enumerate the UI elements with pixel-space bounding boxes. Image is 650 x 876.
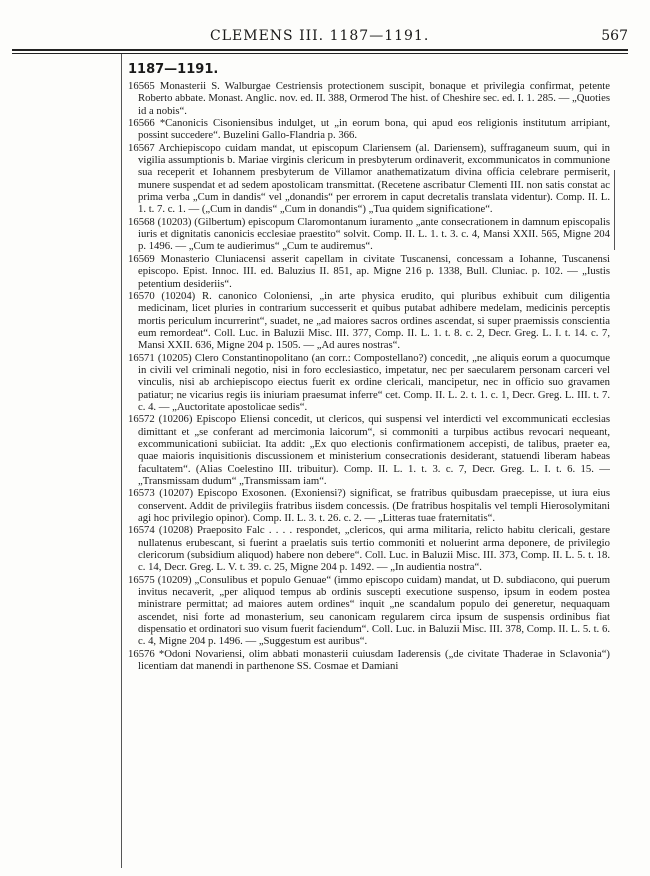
- entry-text: Monasterio Cluniacensi asserit capellam in civitate Tuscanensi, concessam a Iohanne, Tuscanensi episcopo. Epist. Innoc. III. ed. Baluzius II. 851, ap. Migne 216 p. 1338, Bull. Cluniac. p. 102. — „Iustis petentium desideriis“.: [138, 252, 611, 290]
- entry-number: 16576: [128, 647, 155, 660]
- page-number: 567: [601, 28, 628, 44]
- entry-number: 16565: [128, 80, 155, 92]
- header-rule-thin: [12, 53, 628, 54]
- entry-text: Episcopo Eliensi concedit, ut clericos, qui suspensi vel interdicti vel excommunicati ecclesias dimittant et „se conferant ad mercimonia laicorum“, si commoniti a turpibus actibus revocari nequeant, excommunicationi subiiciat. Ita addit: „Ex quo electionis confirmationem accepisti, de talibus, praeter ea, quae maioris inquisitionis discussionem et ministerium consecrationis desiderant, statuendi liberam habeas facultatem“. (Alias Coelestino III. tribuitur). Comp. II. L. 1. t. 3. c. 7, Decr. Greg. L. I. t. 6. 15. — „Transmissam dudum“ „Transmissam iam“.: [138, 413, 610, 487]
- register-entry: [128, 413, 610, 487]
- entry-number: 16572 (10206): [128, 413, 193, 426]
- year-heading: 1187—1191.: [128, 62, 219, 77]
- register-entry: [128, 253, 610, 290]
- entry-text: Archiepiscopo cuidam mandat, ut episcopum Clariensem (al. Dariensem), suffraganeum suum, qui in vigilia assumptionis b. Mariae virginis clericum in presbyterum ordinaverit, excommunicatos in communione sua receperit et Iohannem presbyterum de Villamor anathematizatum divina officia celebrare permiserit, munere suspendat et ad sedem apostolicam transmittat. (Recetene ascribatur Clementi III. non satis constat ac prima verba „Cum in dandis“ vel „donandis“ per errorem in caput decretalis translata videntur). Comp. II. L. 1. t. 7. c. 1. — („Cum in dandis“ „Cum in donandis“) „Tua quidem significatione“.: [138, 141, 610, 216]
- entry-text: R. canonico Coloniensi, „in arte physica erudito, qui pluribus exhibuit cum diligentia medicinam, licet pluries in contrarium successerit et quibus putabat adhibere medelam, medicinis perceptis mortis periculum incurrerint“, suadet, ne „ad maiores sacros ordines ascendat, si super praemissis conscientia eum remordeat“. Coll. Luc. in Baluzii Misc. III. 377, Comp. II. L. 1. t. 8. c. 2, Decr. Greg. L. I. t. 14. c. 7, Mansi XXII. 636, Migne 204 p. 1505. — „Ad aures nostras“.: [138, 289, 610, 352]
- register-entry: [128, 524, 610, 573]
- register-text: [128, 62, 610, 673]
- entry-text: (Gilbertum) episcopum Claromontanum iuramento „ante consecrationem in damnum episcopalis iuris et dignitatis canonicis ecclesiae praestito“ solvit. Comp. II. L. 1. t. 3. c. 4, Mansi XXII. 565, Migne 204 p. 1496. — „Cum te audierimus“ „Cum te audiremus“.: [138, 215, 611, 253]
- entry-list: [128, 80, 610, 673]
- register-entry: [128, 142, 610, 216]
- entry-text: *Canonicis Cisoniensibus indulget, ut „in eorum bona, qui apud eos religionis institutum arripiant, possint succedere“. Buzelini Gallo-Flandria p. 366.: [138, 117, 611, 142]
- register-entry: [128, 216, 610, 253]
- entry-text: *Odoni Novariensi, olim abbati monasterii cuiusdam Iaderensis („de civitate Thaderae in Sclavonia“) licentiam dat manendi in parthenone SS. Cosmae et Damiani: [138, 647, 610, 673]
- running-header: [12, 28, 628, 46]
- register-entry: [128, 648, 610, 673]
- entry-text: Praeposito Falc . . . . respondet, „clericos, qui arma militaria, relicto habitu clericali, gestare nullatenus erubescant, si fuerint a praelatis suis tertio commoniti et noluerint arma deponere, de privilegio clericorum (subsidium aliquod) habere non debere“. Coll. Luc. in Baluzii Misc. III. 373, Comp. II. L. 5. t. 18. c. 14, Decr. Greg. L. V. t. 39. c. 25, Migne 204 p. 1492. — „In audientia nostra“.: [138, 524, 610, 574]
- entry-text: Clero Constantinopolitano (an corr.: Compostellano?) concedit, „ne aliquis eorum a quocumque in civili vel criminali negotio, nisi in foro ecclesiastico, impetatur, nec per saecularem personam carceri vel vinculis, nisi ab archiepiscopo eiectus fuerit ex ordine clericali, mancipetur, nec in officio suo gravamen patiatur; ne vicarius regis iis iniuriam praesumat inferre“ cet. Comp. II. L. 2. t. 1. c. 1, Decr. Greg. L. III. t. 7. c. 4. — „Auctoritate apostolicae sedis“.: [138, 351, 611, 413]
- entry-number: 16575 (10209): [128, 573, 192, 586]
- entry-number: 16566: [128, 117, 155, 130]
- register-entry: [128, 352, 610, 414]
- entry-number: 16573 (10207): [128, 487, 194, 500]
- register-entry: [128, 290, 610, 352]
- entry-number: 16571 (10205): [128, 351, 192, 364]
- entry-number: 16574 (10208): [128, 524, 193, 537]
- entry-text: Episcopo Exosonen. (Exoniensi?) significat, se fratribus quibusdam praecepisse, ut iura eius conservent. Addit de privilegiis fratribus iisdem concessis. (De fratribus hospitalis vel templi Hierosolymitani agi hoc privilegio opinor). Comp. II. L. 3. t. 26. c. 2. — „Litteras tuae fraternitatis“.: [138, 487, 610, 525]
- register-entry: [128, 80, 610, 117]
- entry-number: 16568 (10203): [128, 215, 192, 228]
- entry-number: 16570 (10204): [128, 289, 196, 302]
- header-rule-thick: [12, 49, 628, 51]
- running-title: CLEMENS III. 1187—1191.: [210, 28, 430, 44]
- entry-number: 16569: [128, 252, 155, 265]
- register-entry: [128, 117, 610, 142]
- right-margin-mark: [614, 170, 615, 250]
- entry-text: „Consulibus et populo Genuae“ (immo episcopo cuidam) mandat, ut D. subdiacono, qui puerum invitus necaverit, „per aliquod tempus ab ordinis suscepti executione suspenso, ipsum in eodem postea ministrare permittat; ad maiores autem ordines“ inquit „ne scandalum populo dei generetur, nequaquam ascendet, nisi forte ad monasterium, seu canonicam regularem circa ipsum de suspensis ordinibus fiat dispensatio et ordinatori suo visum fuerit faciendum“. Coll. Luc. in Baluzii Misc. III. 378, Comp. II. L. 5. t. 6. c. 4, Migne 204 p. 1496. — „Suggestum est auribus“.: [138, 573, 611, 648]
- register-entry: [128, 574, 610, 648]
- entry-number: 16567: [128, 141, 155, 154]
- register-entry: [128, 487, 610, 524]
- margin-line: [121, 54, 122, 868]
- entry-text: Monasterii S. Walburgae Cestriensis protectionem suscipit, bonaque et privilegia confirmat, petente Roberto abbate. Monast. Anglic. nov. ed. II. 388, Ormerod The hist. of Cheshire sec. ed. I. 1. 285. — „Quoties id a nobis“.: [138, 80, 610, 117]
